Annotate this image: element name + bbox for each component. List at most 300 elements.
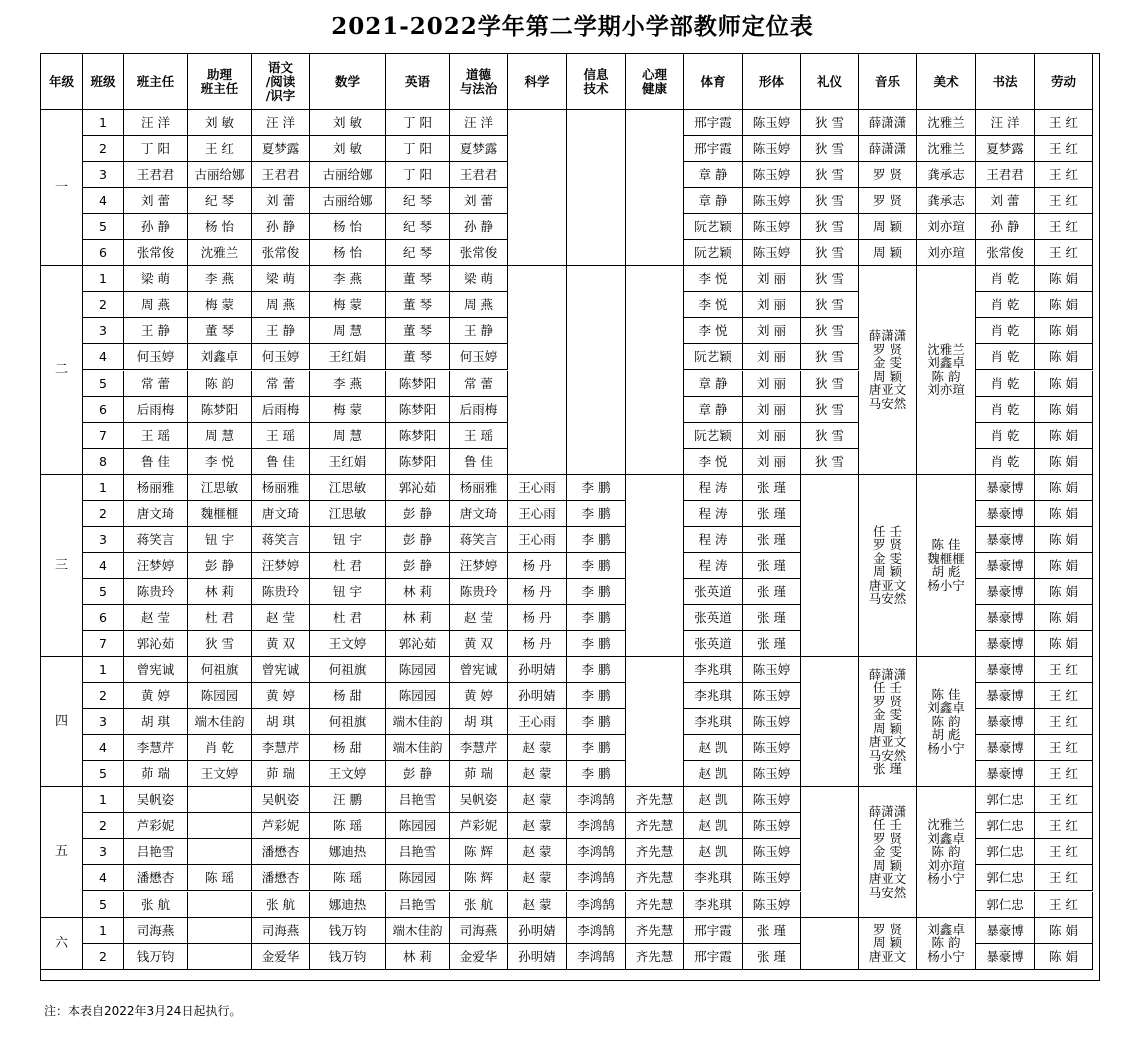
body-form-cell: 陈玉婷 xyxy=(743,787,801,813)
calligraphy-cell: 汪 洋 xyxy=(976,110,1035,136)
chinese-cell: 赵 莹 xyxy=(252,605,310,631)
chinese-cell: 司海燕 xyxy=(252,918,310,944)
morals-law-cell: 茆 瑞 xyxy=(450,761,508,787)
page-title: 2021-2022学年第二学期小学部教师定位表 xyxy=(331,13,814,40)
calligraphy-cell: 暴豪博 xyxy=(976,918,1035,944)
etiquette-cell: 狄 雪 xyxy=(801,110,859,136)
etiquette-empty xyxy=(801,918,859,970)
etiquette-cell: 狄 雪 xyxy=(801,214,859,240)
it-cell: 李 鹏 xyxy=(567,761,626,787)
head-teacher-cell: 茆 瑞 xyxy=(124,761,188,787)
grade-label: 六 xyxy=(41,918,83,970)
pe-cell: 程 涛 xyxy=(684,553,743,579)
body-form-cell: 张 瑾 xyxy=(743,605,801,631)
math-cell: 陈 瑶 xyxy=(310,813,386,839)
it-cell: 李鸿鹄 xyxy=(567,839,626,865)
labor-cell: 陈 娟 xyxy=(1035,918,1093,944)
morals-law-cell: 陈 辉 xyxy=(450,839,508,865)
chinese-cell: 金爱华 xyxy=(252,944,310,970)
morals-law-cell: 曾宪诚 xyxy=(450,657,508,683)
math-cell: 王红娟 xyxy=(310,344,386,370)
music-cell: 周 颖 xyxy=(859,214,917,240)
chinese-cell: 黄 双 xyxy=(252,631,310,657)
labor-cell: 王 红 xyxy=(1035,839,1093,865)
body-form-cell: 陈玉婷 xyxy=(743,761,801,787)
head-teacher-cell: 芦彩妮 xyxy=(124,813,188,839)
footnote: 注：本表自2022年3月24日起执行。 xyxy=(44,1004,242,1018)
grade-label: 三 xyxy=(41,475,83,657)
morals-law-cell: 陈贵玲 xyxy=(450,579,508,605)
chinese-cell: 鲁 佳 xyxy=(252,449,310,475)
header-art: 美术 xyxy=(917,54,976,110)
english-cell: 林 莉 xyxy=(386,605,450,631)
science-cell: 赵 蒙 xyxy=(508,761,567,787)
assistant-head-cell: 梅 蒙 xyxy=(188,292,252,318)
chinese-cell: 梁 萌 xyxy=(252,266,310,292)
head-teacher-cell: 陈贵玲 xyxy=(124,579,188,605)
morals-law-cell: 张常俊 xyxy=(450,240,508,266)
it-cell: 李鸿鹄 xyxy=(567,944,626,970)
it-cell: 李 鹏 xyxy=(567,605,626,631)
body-form-cell: 张 瑾 xyxy=(743,553,801,579)
science-cell: 赵 蒙 xyxy=(508,892,567,918)
class-cell: 5 xyxy=(83,892,124,918)
head-teacher-cell: 黄 婷 xyxy=(124,683,188,709)
science-cell: 赵 蒙 xyxy=(508,787,567,813)
pe-cell: 阮艺颖 xyxy=(684,344,743,370)
head-teacher-cell: 曾宪诚 xyxy=(124,657,188,683)
music-teachers: 薛潇潇 任 壬 罗 贤 金 雯 周 颖 唐亚文 马安然 xyxy=(859,787,917,917)
english-cell: 陈园园 xyxy=(386,865,450,891)
art-cell: 沈雅兰 xyxy=(917,136,976,162)
calligraphy-cell: 肖 乾 xyxy=(976,449,1035,475)
labor-cell: 陈 娟 xyxy=(1035,397,1093,423)
header-body-form: 形体 xyxy=(743,54,801,110)
head-teacher-cell: 杨丽雅 xyxy=(124,475,188,501)
english-cell: 陈园园 xyxy=(386,813,450,839)
morals-law-cell: 夏梦露 xyxy=(450,136,508,162)
science-cell: 孙明婧 xyxy=(508,657,567,683)
english-cell: 吕艳雪 xyxy=(386,787,450,813)
head-teacher-cell: 吕艳雪 xyxy=(124,839,188,865)
morals-law-cell: 李慧芹 xyxy=(450,735,508,761)
it-cell: 李 鹏 xyxy=(567,579,626,605)
class-cell: 3 xyxy=(83,839,124,865)
chinese-cell: 潘懋杏 xyxy=(252,865,310,891)
header-music: 音乐 xyxy=(859,54,917,110)
chinese-cell: 张 航 xyxy=(252,892,310,918)
class-cell: 1 xyxy=(83,475,124,501)
chinese-cell: 王 瑶 xyxy=(252,423,310,449)
etiquette-cell: 狄 雪 xyxy=(801,292,859,318)
math-cell: 刘 敏 xyxy=(310,110,386,136)
labor-cell: 王 红 xyxy=(1035,709,1093,735)
pe-cell: 程 涛 xyxy=(684,501,743,527)
pe-cell: 邢宇霞 xyxy=(684,136,743,162)
labor-cell: 陈 娟 xyxy=(1035,475,1093,501)
class-cell: 4 xyxy=(83,865,124,891)
class-cell: 2 xyxy=(83,292,124,318)
it-cell: 李鸿鹄 xyxy=(567,865,626,891)
class-cell: 2 xyxy=(83,683,124,709)
pe-cell: 章 静 xyxy=(684,397,743,423)
morals-law-cell: 赵 莹 xyxy=(450,605,508,631)
etiquette-cell: 狄 雪 xyxy=(801,266,859,292)
morals-law-cell: 张 航 xyxy=(450,892,508,918)
it-cell: 李 鹏 xyxy=(567,553,626,579)
morals-law-cell: 刘 蕾 xyxy=(450,188,508,214)
calligraphy-cell: 郭仁忠 xyxy=(976,839,1035,865)
calligraphy-cell: 暴豪博 xyxy=(976,475,1035,501)
body-form-cell: 陈玉婷 xyxy=(743,735,801,761)
morals-law-cell: 唐文琦 xyxy=(450,501,508,527)
body-form-cell: 陈玉婷 xyxy=(743,892,801,918)
labor-cell: 陈 娟 xyxy=(1035,527,1093,553)
english-cell: 纪 琴 xyxy=(386,214,450,240)
assistant-head-cell: 端木佳韵 xyxy=(188,709,252,735)
science-cell: 杨 丹 xyxy=(508,631,567,657)
science-cell: 王心雨 xyxy=(508,501,567,527)
class-cell: 1 xyxy=(83,110,124,136)
assistant-head-cell: 陈 瑶 xyxy=(188,865,252,891)
it-empty xyxy=(567,266,626,474)
science-empty xyxy=(508,266,567,474)
head-teacher-cell: 刘 蕾 xyxy=(124,188,188,214)
chinese-cell: 何玉婷 xyxy=(252,344,310,370)
head-teacher-cell: 周 燕 xyxy=(124,292,188,318)
body-form-cell: 陈玉婷 xyxy=(743,136,801,162)
etiquette-cell: 狄 雪 xyxy=(801,188,859,214)
assistant-head-cell: 何祖旗 xyxy=(188,657,252,683)
pe-cell: 张英道 xyxy=(684,631,743,657)
math-cell: 梅 蒙 xyxy=(310,292,386,318)
labor-cell: 陈 娟 xyxy=(1035,449,1093,475)
assistant-head-cell: 刘 敏 xyxy=(188,110,252,136)
head-teacher-cell: 李慧芹 xyxy=(124,735,188,761)
english-cell: 丁 阳 xyxy=(386,110,450,136)
calligraphy-cell: 暴豪博 xyxy=(976,735,1035,761)
chinese-cell: 茆 瑞 xyxy=(252,761,310,787)
pe-cell: 李兆琪 xyxy=(684,657,743,683)
grade-label: 四 xyxy=(41,657,83,787)
english-cell: 彭 静 xyxy=(386,761,450,787)
head-teacher-cell: 吴帆姿 xyxy=(124,787,188,813)
body-form-cell: 陈玉婷 xyxy=(743,214,801,240)
english-cell: 董 琴 xyxy=(386,318,450,344)
calligraphy-cell: 夏梦露 xyxy=(976,136,1035,162)
calligraphy-cell: 暴豪博 xyxy=(976,579,1035,605)
grade-label: 一 xyxy=(41,110,83,266)
english-cell: 吕艳雪 xyxy=(386,892,450,918)
morals-law-cell: 芦彩妮 xyxy=(450,813,508,839)
assistant-head-cell xyxy=(188,839,252,865)
chinese-cell: 潘懋杏 xyxy=(252,839,310,865)
math-cell: 何祖旗 xyxy=(310,709,386,735)
math-cell: 杨 怡 xyxy=(310,214,386,240)
psychology-empty xyxy=(626,266,684,474)
math-cell: 周 慧 xyxy=(310,423,386,449)
body-form-cell: 张 瑾 xyxy=(743,475,801,501)
head-teacher-cell: 汪 洋 xyxy=(124,110,188,136)
header-head-teacher: 班主任 xyxy=(124,54,188,110)
science-cell: 赵 蒙 xyxy=(508,865,567,891)
morals-law-cell: 汪 洋 xyxy=(450,110,508,136)
english-cell: 郭沁茹 xyxy=(386,475,450,501)
chinese-cell: 王 静 xyxy=(252,318,310,344)
head-teacher-cell: 司海燕 xyxy=(124,918,188,944)
head-teacher-cell: 胡 琪 xyxy=(124,709,188,735)
body-form-cell: 刘 丽 xyxy=(743,266,801,292)
it-cell: 李 鹏 xyxy=(567,527,626,553)
music-teachers: 罗 贤 周 颖 唐亚文 xyxy=(859,918,917,970)
it-cell: 李鸿鹄 xyxy=(567,813,626,839)
calligraphy-cell: 暴豪博 xyxy=(976,683,1035,709)
morals-law-cell: 汪梦婷 xyxy=(450,553,508,579)
assistant-head-cell: 刘鑫卓 xyxy=(188,344,252,370)
calligraphy-cell: 郭仁忠 xyxy=(976,865,1035,891)
calligraphy-cell: 郭仁忠 xyxy=(976,892,1035,918)
etiquette-cell: 狄 雪 xyxy=(801,162,859,188)
head-teacher-cell: 常 蕾 xyxy=(124,371,188,397)
english-cell: 端木佳韵 xyxy=(386,709,450,735)
class-cell: 4 xyxy=(83,188,124,214)
math-cell: 娜迪热 xyxy=(310,839,386,865)
art-teachers: 陈 佳 刘鑫卓 陈 韵 胡 彪 杨小宁 xyxy=(917,657,976,787)
morals-law-cell: 黄 婷 xyxy=(450,683,508,709)
body-form-cell: 刘 丽 xyxy=(743,292,801,318)
header-morals-law: 道德 与法治 xyxy=(450,54,508,110)
head-teacher-cell: 后雨梅 xyxy=(124,397,188,423)
math-cell: 钮 宇 xyxy=(310,527,386,553)
music-cell: 罗 贤 xyxy=(859,188,917,214)
art-cell: 沈雅兰 xyxy=(917,110,976,136)
head-teacher-cell: 钱万钧 xyxy=(124,944,188,970)
assistant-head-cell: 李 悦 xyxy=(188,449,252,475)
class-cell: 5 xyxy=(83,371,124,397)
etiquette-empty xyxy=(801,657,859,787)
pe-cell: 阮艺颖 xyxy=(684,214,743,240)
header-pe: 体育 xyxy=(684,54,743,110)
psychology-empty xyxy=(626,110,684,266)
class-cell: 3 xyxy=(83,318,124,344)
header-grade: 年级 xyxy=(41,54,83,110)
it-cell: 李 鹏 xyxy=(567,657,626,683)
assistant-head-cell: 肖 乾 xyxy=(188,735,252,761)
psychology-empty xyxy=(626,657,684,787)
body-form-cell: 刘 丽 xyxy=(743,344,801,370)
morals-law-cell: 王 瑶 xyxy=(450,423,508,449)
body-form-cell: 陈玉婷 xyxy=(743,839,801,865)
pe-cell: 程 涛 xyxy=(684,475,743,501)
science-cell: 孙明婧 xyxy=(508,944,567,970)
assistant-head-cell: 杜 君 xyxy=(188,605,252,631)
art-teachers: 刘鑫卓 陈 韵 杨小宁 xyxy=(917,918,976,970)
english-cell: 陈梦阳 xyxy=(386,423,450,449)
calligraphy-cell: 郭仁忠 xyxy=(976,787,1035,813)
pe-cell: 阮艺颖 xyxy=(684,240,743,266)
pe-cell: 赵 凯 xyxy=(684,787,743,813)
labor-cell: 王 红 xyxy=(1035,683,1093,709)
morals-law-cell: 周 燕 xyxy=(450,292,508,318)
calligraphy-cell: 暴豪博 xyxy=(976,761,1035,787)
assistant-head-cell: 陈梦阳 xyxy=(188,397,252,423)
science-cell: 王心雨 xyxy=(508,475,567,501)
assistant-head-cell: 彭 静 xyxy=(188,553,252,579)
class-cell: 1 xyxy=(83,657,124,683)
pe-cell: 阮艺颖 xyxy=(684,423,743,449)
calligraphy-cell: 暴豪博 xyxy=(976,944,1035,970)
pe-cell: 赵 凯 xyxy=(684,761,743,787)
labor-cell: 陈 娟 xyxy=(1035,318,1093,344)
chinese-cell: 陈贵玲 xyxy=(252,579,310,605)
assistant-head-cell: 狄 雪 xyxy=(188,631,252,657)
head-teacher-cell: 潘懋杏 xyxy=(124,865,188,891)
header-chinese: 语文 /阅读 /识字 xyxy=(252,54,310,110)
pe-cell: 章 静 xyxy=(684,162,743,188)
class-cell: 7 xyxy=(83,631,124,657)
english-cell: 陈园园 xyxy=(386,657,450,683)
calligraphy-cell: 肖 乾 xyxy=(976,423,1035,449)
grade-label: 五 xyxy=(41,787,83,917)
pe-cell: 李兆琪 xyxy=(684,683,743,709)
header-english: 英语 xyxy=(386,54,450,110)
math-cell: 钮 宇 xyxy=(310,579,386,605)
morals-law-cell: 胡 琪 xyxy=(450,709,508,735)
it-cell: 李 鹏 xyxy=(567,735,626,761)
art-teachers: 陈 佳 魏榧榧 胡 彪 杨小宁 xyxy=(917,475,976,657)
math-cell: 何祖旗 xyxy=(310,657,386,683)
head-teacher-cell: 鲁 佳 xyxy=(124,449,188,475)
pe-cell: 李兆琪 xyxy=(684,892,743,918)
pe-cell: 章 静 xyxy=(684,188,743,214)
body-form-cell: 陈玉婷 xyxy=(743,657,801,683)
body-form-cell: 刘 丽 xyxy=(743,449,801,475)
calligraphy-cell: 暴豪博 xyxy=(976,709,1035,735)
chinese-cell: 黄 婷 xyxy=(252,683,310,709)
art-cell: 龚承志 xyxy=(917,162,976,188)
labor-cell: 陈 娟 xyxy=(1035,371,1093,397)
assistant-head-cell: 江思敏 xyxy=(188,475,252,501)
english-cell: 董 琴 xyxy=(386,292,450,318)
morals-law-cell: 王 静 xyxy=(450,318,508,344)
labor-cell: 王 红 xyxy=(1035,761,1093,787)
etiquette-cell: 狄 雪 xyxy=(801,240,859,266)
body-form-cell: 张 瑾 xyxy=(743,918,801,944)
english-cell: 林 莉 xyxy=(386,579,450,605)
morals-law-cell: 蒋笑言 xyxy=(450,527,508,553)
psychology-cell: 齐先慧 xyxy=(626,944,684,970)
head-teacher-cell: 王君君 xyxy=(124,162,188,188)
it-cell: 李 鹏 xyxy=(567,501,626,527)
math-cell: 汪 鹏 xyxy=(310,787,386,813)
morals-law-cell: 后雨梅 xyxy=(450,397,508,423)
science-cell: 赵 蒙 xyxy=(508,735,567,761)
math-cell: 李 燕 xyxy=(310,266,386,292)
math-cell: 钱万钧 xyxy=(310,944,386,970)
chinese-cell: 汪 洋 xyxy=(252,110,310,136)
morals-law-cell: 黄 双 xyxy=(450,631,508,657)
morals-law-cell: 王君君 xyxy=(450,162,508,188)
head-teacher-cell: 梁 萌 xyxy=(124,266,188,292)
class-cell: 7 xyxy=(83,423,124,449)
psychology-cell: 齐先慧 xyxy=(626,918,684,944)
calligraphy-cell: 肖 乾 xyxy=(976,318,1035,344)
math-cell: 梅 蒙 xyxy=(310,397,386,423)
class-cell: 5 xyxy=(83,761,124,787)
etiquette-cell: 狄 雪 xyxy=(801,449,859,475)
music-teachers: 薛潇潇 任 壬 罗 贤 金 雯 周 颖 唐亚文 马安然 张 瑾 xyxy=(859,657,917,787)
science-cell: 杨 丹 xyxy=(508,553,567,579)
english-cell: 林 莉 xyxy=(386,944,450,970)
header-it: 信息 技术 xyxy=(567,54,626,110)
math-cell: 李 燕 xyxy=(310,371,386,397)
psychology-cell: 齐先慧 xyxy=(626,787,684,813)
teacher-assignment-table xyxy=(40,53,1100,981)
class-cell: 1 xyxy=(83,918,124,944)
calligraphy-cell: 王君君 xyxy=(976,162,1035,188)
calligraphy-cell: 肖 乾 xyxy=(976,397,1035,423)
calligraphy-cell: 孙 静 xyxy=(976,214,1035,240)
chinese-cell: 杨丽雅 xyxy=(252,475,310,501)
chinese-cell: 刘 蕾 xyxy=(252,188,310,214)
labor-cell: 王 红 xyxy=(1035,892,1093,918)
calligraphy-cell: 暴豪博 xyxy=(976,501,1035,527)
math-cell: 古丽给娜 xyxy=(310,188,386,214)
labor-cell: 王 红 xyxy=(1035,657,1093,683)
morals-law-cell: 何玉婷 xyxy=(450,344,508,370)
chinese-cell: 后雨梅 xyxy=(252,397,310,423)
psychology-cell: 齐先慧 xyxy=(626,892,684,918)
science-cell: 王心雨 xyxy=(508,709,567,735)
psychology-cell: 齐先慧 xyxy=(626,865,684,891)
music-cell: 周 颖 xyxy=(859,240,917,266)
class-cell: 8 xyxy=(83,449,124,475)
body-form-cell: 张 瑾 xyxy=(743,944,801,970)
etiquette-cell: 狄 雪 xyxy=(801,318,859,344)
etiquette-cell: 狄 雪 xyxy=(801,136,859,162)
calligraphy-cell: 暴豪博 xyxy=(976,527,1035,553)
chinese-cell: 夏梦露 xyxy=(252,136,310,162)
labor-cell: 王 红 xyxy=(1035,865,1093,891)
assistant-head-cell: 林 莉 xyxy=(188,579,252,605)
psychology-cell: 齐先慧 xyxy=(626,839,684,865)
pe-cell: 邢宇霞 xyxy=(684,918,743,944)
art-cell: 刘亦瑄 xyxy=(917,214,976,240)
calligraphy-cell: 暴豪博 xyxy=(976,657,1035,683)
pe-cell: 李 悦 xyxy=(684,318,743,344)
body-form-cell: 刘 丽 xyxy=(743,318,801,344)
assistant-head-cell: 杨 怡 xyxy=(188,214,252,240)
assistant-head-cell: 古丽给娜 xyxy=(188,162,252,188)
morals-law-cell: 金爱华 xyxy=(450,944,508,970)
english-cell: 丁 阳 xyxy=(386,162,450,188)
etiquette-cell: 狄 雪 xyxy=(801,371,859,397)
header-psychology: 心理 健康 xyxy=(626,54,684,110)
science-cell: 赵 蒙 xyxy=(508,813,567,839)
body-form-cell: 陈玉婷 xyxy=(743,865,801,891)
math-cell: 王红娟 xyxy=(310,449,386,475)
body-form-cell: 张 瑾 xyxy=(743,501,801,527)
pe-cell: 邢宇霞 xyxy=(684,110,743,136)
science-cell: 孙明婧 xyxy=(508,918,567,944)
etiquette-empty xyxy=(801,475,859,657)
header-math: 数学 xyxy=(310,54,386,110)
chinese-cell: 常 蕾 xyxy=(252,371,310,397)
pe-cell: 张英道 xyxy=(684,605,743,631)
labor-cell: 陈 娟 xyxy=(1035,423,1093,449)
it-cell: 李鸿鹄 xyxy=(567,787,626,813)
math-cell: 周 慧 xyxy=(310,318,386,344)
